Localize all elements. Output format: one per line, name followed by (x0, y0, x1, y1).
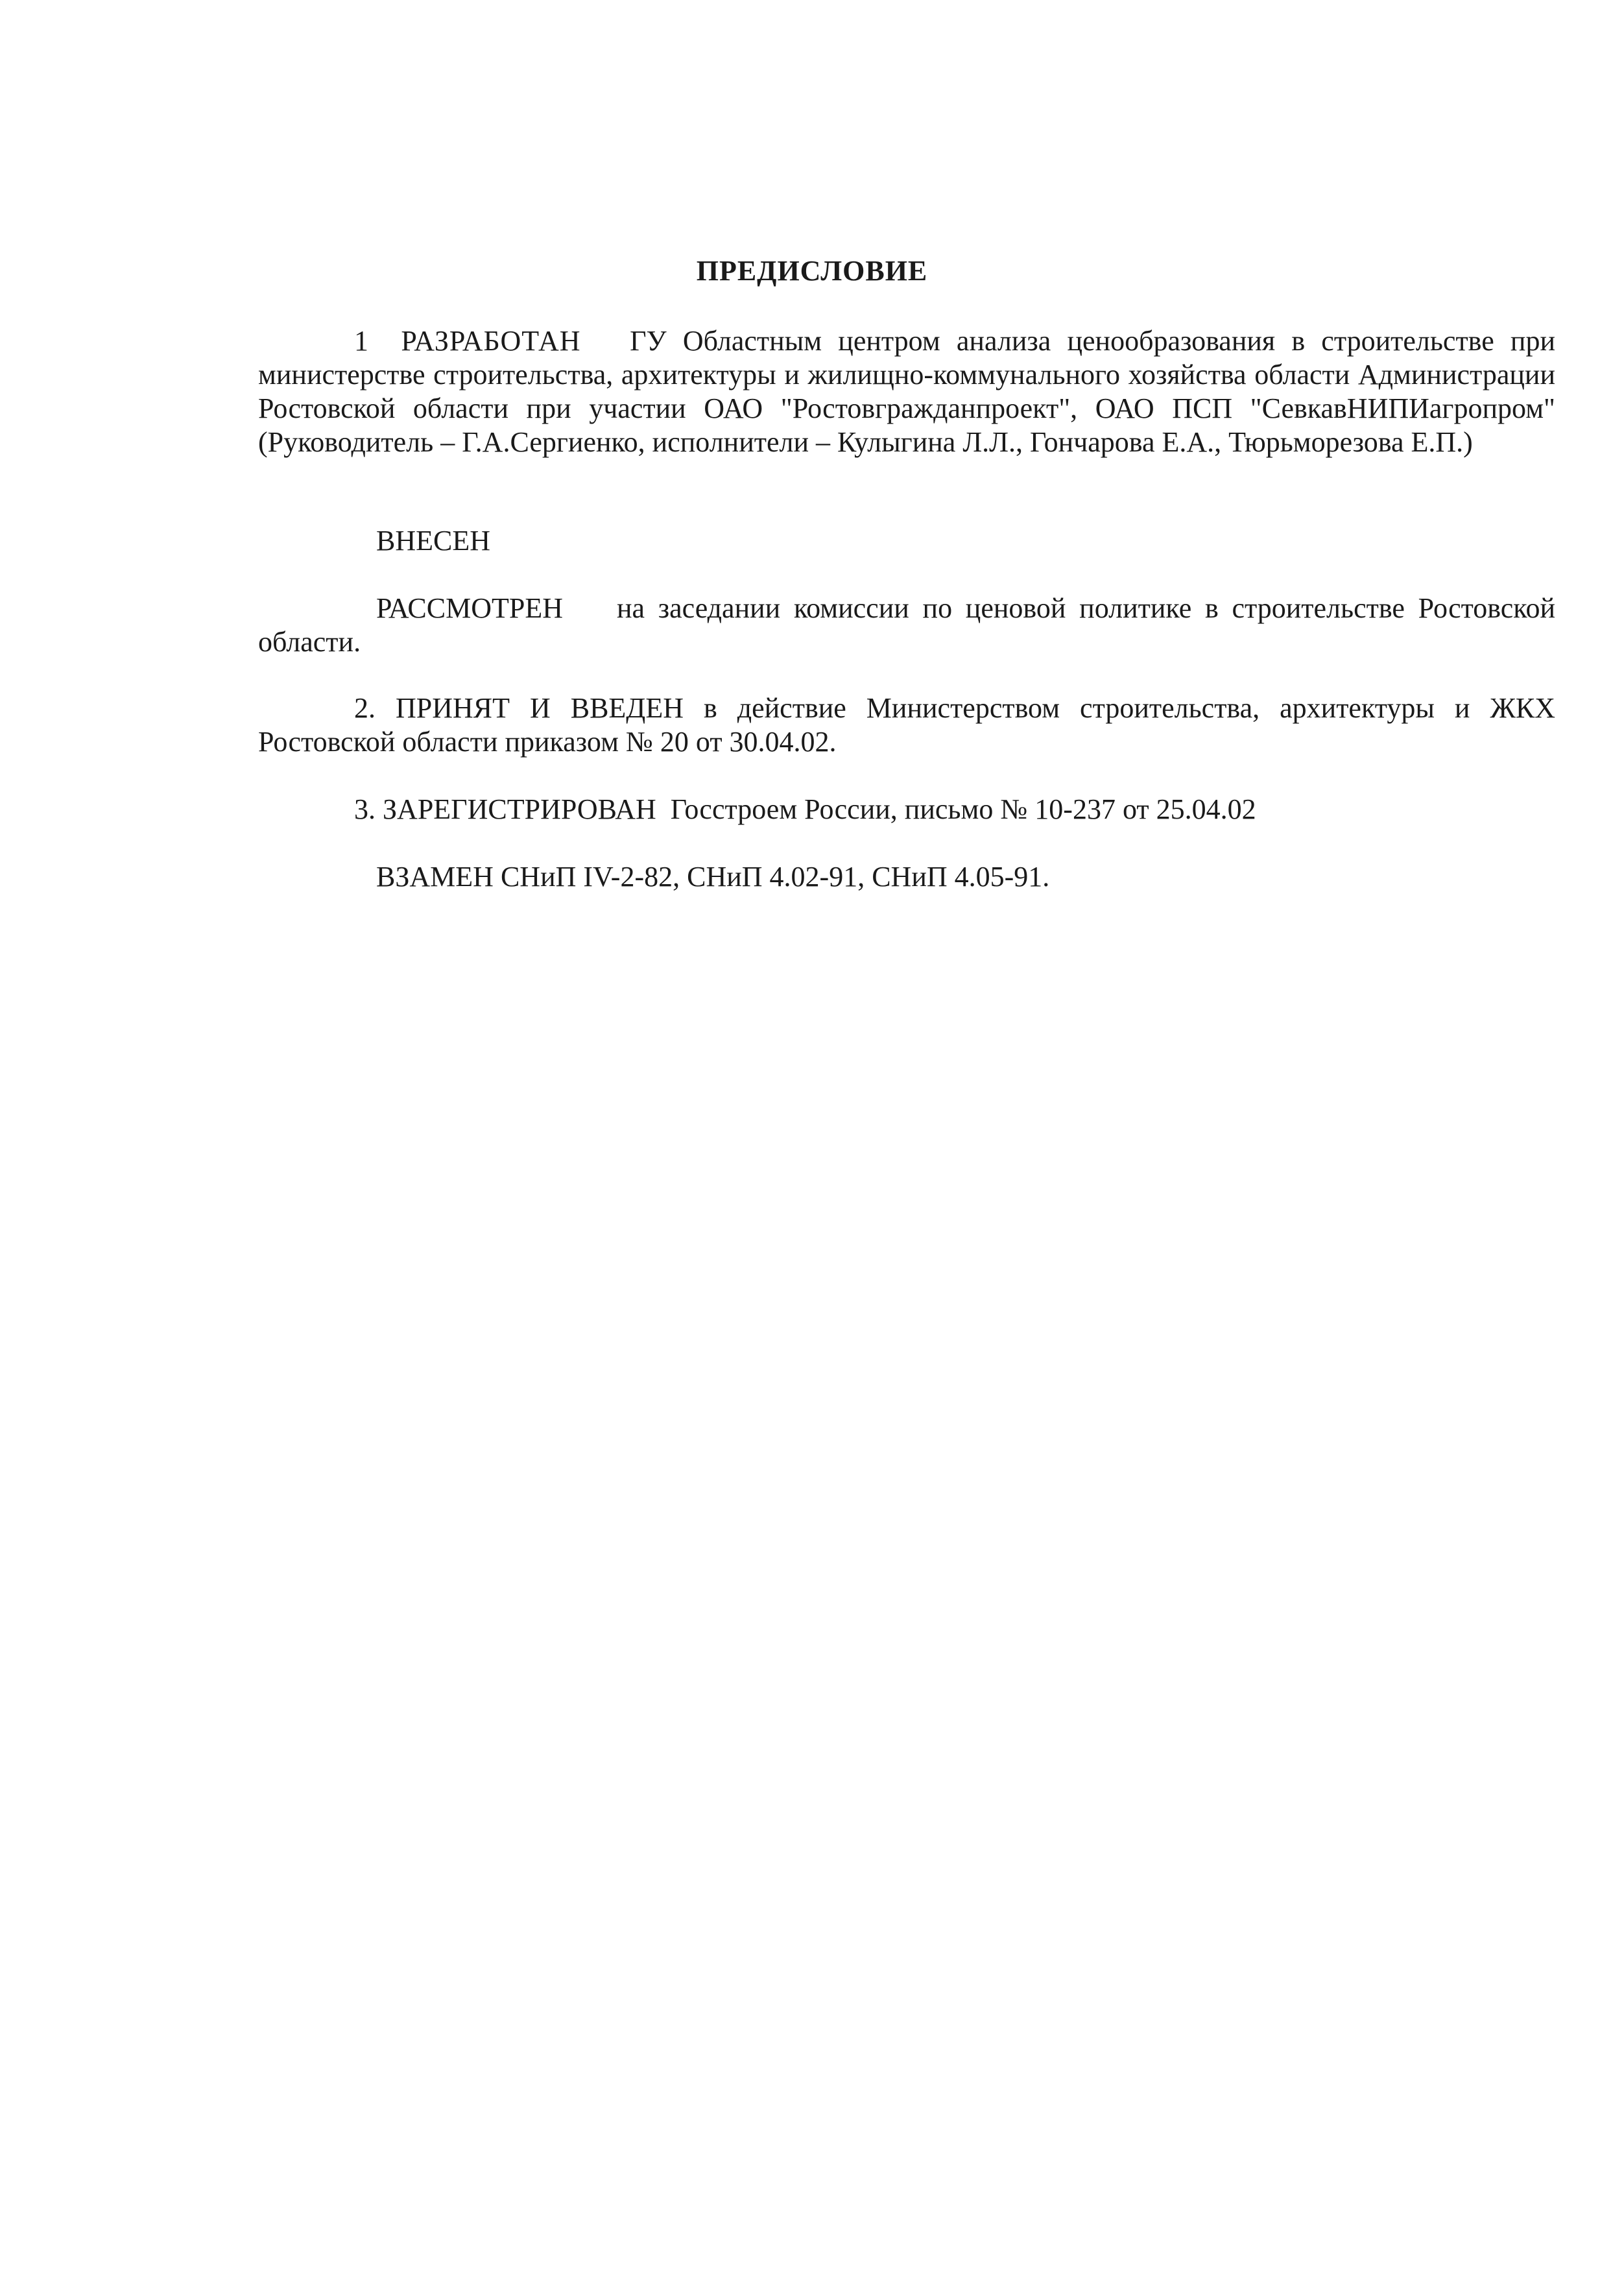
section-replaces (258, 860, 1555, 894)
section-body: в действие Министерством строительства, архитектуры и ЖКХ Ростовской области приказом № 20 от 30.04.02. (258, 692, 1556, 758)
section-adopted (258, 691, 1555, 759)
section-body: на заседании комиссии по ценовой политике в строительстве Ростовской области. (258, 592, 1555, 658)
section-body: ГУ Областным центром анализа ценообразования в строительстве при министерстве строительства, архитектуры и жилищно-коммунального хозяйства области Администрации Ростовской области при участии ОАО "Ростовгражданпроект", ОАО ПСП "СевкавНИПИагропром" (Руководитель – Г.А.Сергиенко, исполнители – Кулыгина Л.Л., Гончарова Е.А., Тюрьморезова Е.П.) (258, 325, 1556, 458)
section-heading: ВЗАМЕН (376, 861, 494, 893)
section-developed (258, 324, 1555, 459)
section-heading: ВНЕСЕН (376, 525, 490, 557)
document-title: ПРЕДИСЛОВИЕ (696, 255, 928, 287)
section-heading: РАЗРАБОТАН (401, 325, 581, 357)
section-number: 1 (354, 325, 368, 357)
section-number: 2. (354, 692, 376, 724)
section-body: СНиП IV-2-82, СНиП 4.02-91, СНиП 4.05-91. (500, 861, 1050, 893)
section-heading: РАССМОТРЕН (376, 592, 564, 624)
section-heading: ЗАРЕГИСТРИРОВАН (383, 793, 656, 825)
section-body: Госстроем России, письмо № 10-237 от 25.04.02 (670, 793, 1256, 825)
section-heading: ПРИНЯТ И ВВЕДЕН (395, 692, 684, 724)
section-number: 3. (354, 793, 376, 825)
section-registered (258, 793, 1555, 826)
section-reviewed (258, 592, 1555, 659)
section-submitted (258, 524, 1555, 558)
